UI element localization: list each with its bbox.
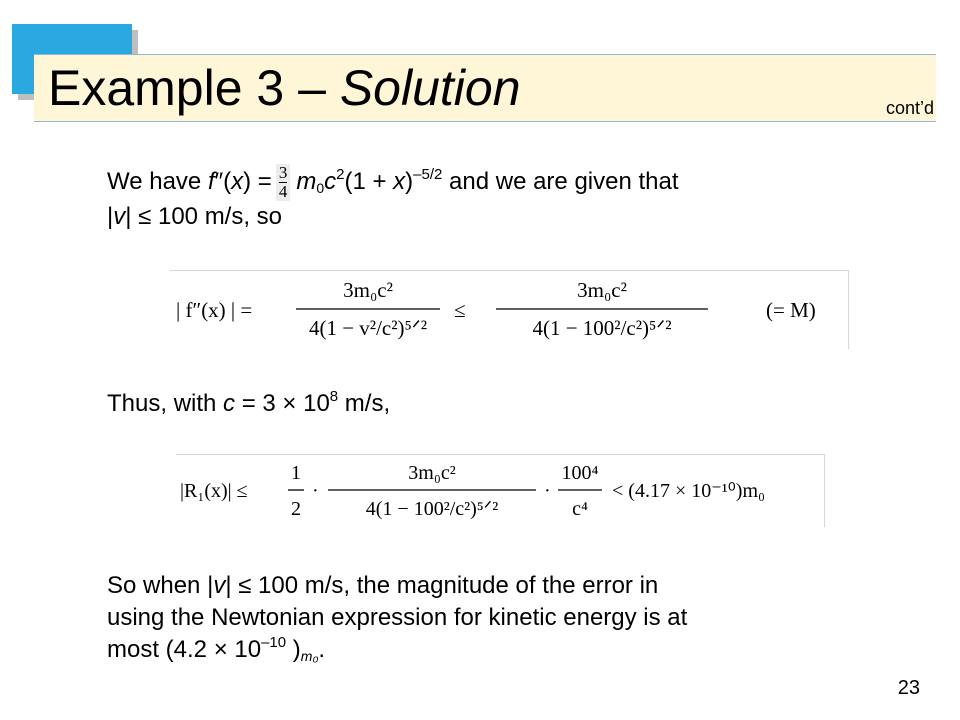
- slide-title: [48, 56, 521, 120]
- exponent-minus-ten: –10: [261, 634, 287, 651]
- superscript-two: 2: [336, 165, 345, 183]
- var-m: m: [296, 167, 317, 195]
- paragraph-1: [107, 164, 679, 233]
- title-main: Example 3 –: [48, 60, 340, 116]
- var-x: x: [231, 167, 244, 195]
- eq2-dot-2: ·: [544, 480, 551, 502]
- text-bound: | ≤ 100 m/s, so: [125, 203, 283, 230]
- page-number: 23: [897, 677, 920, 699]
- title-italic: Solution: [339, 60, 521, 116]
- eq2-num: 3m₀c²: [408, 462, 456, 484]
- text-period: .: [318, 636, 326, 663]
- eq2-rhs: < (4.17 × 10⁻¹⁰)m₀: [612, 480, 765, 502]
- eq1-num1: 3m₀c²: [343, 278, 393, 302]
- subscript-m0: m₀: [300, 648, 319, 664]
- subscript-zero: 0: [316, 179, 325, 196]
- fraction-three-quarters: [276, 164, 291, 201]
- text-speed-value: = 3 × 10: [235, 390, 330, 417]
- eq1-lhs: | f″(x) | =: [176, 298, 253, 322]
- paragraph-3-line-1: [107, 570, 687, 602]
- var-x-2: x: [393, 167, 406, 195]
- double-prime: ″: [214, 167, 224, 195]
- var-c: c: [324, 167, 337, 195]
- equation-1: [170, 270, 849, 349]
- paragraph-3-line-3: [107, 634, 687, 666]
- fraction-denominator: 4: [278, 182, 288, 201]
- paragraph-1-line-1: [107, 164, 679, 201]
- paren-close-equals: ) =: [243, 167, 272, 195]
- equation-2: [176, 454, 825, 527]
- eq2-lhs: |R₁(x)| ≤: [180, 480, 248, 502]
- text-units: m/s,: [338, 390, 391, 417]
- text-rest: and we are given that: [442, 167, 679, 195]
- eq2-dot-1: ·: [312, 480, 319, 502]
- paren-open: (: [223, 167, 232, 195]
- var-f: f: [207, 167, 215, 195]
- eq1-num2: 3m₀c²: [577, 278, 627, 302]
- text-magnitude: | ≤ 100 m/s, the magnitude of the error in: [225, 572, 659, 599]
- paren-close: ): [405, 167, 414, 195]
- eq1-tag: (= M): [766, 298, 816, 322]
- paragraph-3: [107, 570, 687, 666]
- eq1-leq: ≤: [454, 298, 466, 322]
- eq2-num3: 100⁴: [561, 462, 599, 484]
- abs-bar: |: [107, 203, 114, 230]
- text-so-when: So when |: [107, 572, 214, 599]
- paragraph-3-line-2: using the Newtonian expression for kinetic energy is at: [107, 604, 688, 631]
- paragraph-1-line-2: [107, 201, 679, 233]
- var-v: v: [113, 203, 126, 230]
- var-v: v: [213, 572, 226, 599]
- eq2-den: 4(1 − 100²/c²)⁵ᐟ²: [365, 498, 499, 520]
- eq2-half-den: 2: [291, 498, 301, 520]
- exponent-8: 8: [329, 388, 339, 405]
- text-thus: Thus, with: [107, 390, 224, 417]
- eq2-half-num: 1: [291, 462, 301, 484]
- text-we-have: We have: [107, 167, 208, 195]
- eq1-den2: 4(1 − 100²/c²)⁵ᐟ²: [532, 316, 672, 340]
- text-one-plus: (1 +: [344, 167, 394, 195]
- eq2-den3: c⁴: [572, 498, 588, 520]
- fraction-numerator: 3: [278, 163, 288, 182]
- text-most: most (4.2 × 10: [107, 636, 262, 663]
- paragraph-2: [107, 388, 390, 420]
- var-c: c: [223, 390, 236, 417]
- contd-label: cont’d: [885, 98, 934, 118]
- text-paren-close: ): [286, 636, 301, 663]
- exponent: –5/2: [413, 165, 443, 183]
- eq1-den1: 4(1 − v²/c²)⁵ᐟ²: [308, 316, 428, 340]
